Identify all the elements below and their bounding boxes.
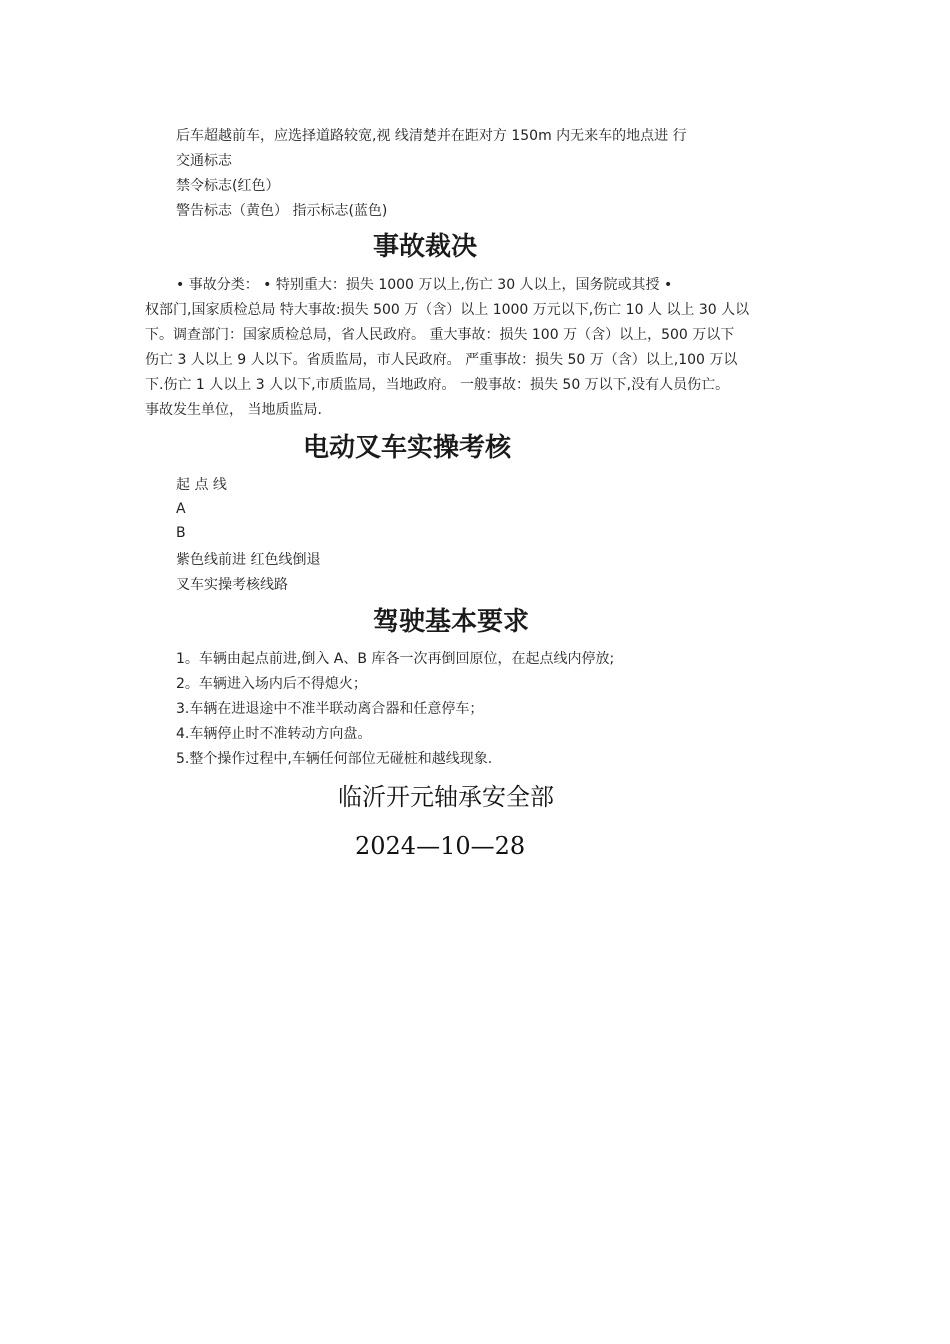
- accident-line: 下.伤亡 1 人以上 3 人以下,市质监局，当地政府。 一般事故：损失 50 万以下,没有人员伤亡。: [145, 377, 730, 393]
- driving-line: 4.车辆停止时不准转动方向盘。: [176, 726, 372, 742]
- driving-line: 5.整个操作过程中,车辆任何部位无碰桩和越线现象.: [176, 751, 493, 767]
- forklift-line: 叉车实操考核线路: [176, 577, 288, 593]
- accident-line: 下。调查部门：国家质检总局，省人民政府。 重大事故：损失 100 万（含）以上，500 万以下: [145, 327, 735, 343]
- driving-line: 2。车辆进入场内后不得熄火；: [176, 676, 367, 692]
- intro-line: 警告标志（黄色） 指示标志(蓝色): [176, 203, 388, 219]
- forklift-line: 起 点 线: [176, 477, 227, 493]
- driving-line: 1。车辆由起点前进,倒入 A、B 库各一次再倒回原位，在起点线内停放;: [176, 651, 615, 667]
- accident-line: 伤亡 3 人以上 9 人以下。省质监局，市人民政府。 严重事故：损失 50 万（含）以上,100 万以: [145, 352, 738, 368]
- forklift-line: A: [176, 501, 186, 517]
- intro-line: 交通标志: [176, 153, 232, 169]
- accident-line: • 事故分类： • 特别重大：损失 1000 万以上,伤亡 30 人以上，国务院或其授 •: [176, 277, 673, 293]
- section-title-driving: 驾驶基本要求: [373, 607, 530, 637]
- section-title-forklift: 电动叉车实操考核: [303, 433, 512, 463]
- driving-line: 3.车辆在进退途中不准半联动离合器和任意停车；: [176, 701, 484, 717]
- footer-date: 2024—10—28: [355, 832, 526, 860]
- intro-line: 禁令标志(红色）: [176, 178, 280, 194]
- forklift-line: 紫色线前进 红色线倒退: [176, 552, 321, 568]
- forklift-line: B: [176, 525, 186, 541]
- section-title-accident: 事故裁决: [373, 232, 478, 262]
- footer-org: 临沂开元轴承安全部: [338, 783, 554, 811]
- intro-line: 后车超越前车，应选择道路较宽,视 线清楚并在距对方 150m 内无来车的地点进 行: [176, 128, 687, 144]
- accident-line: 事故发生单位， 当地质监局.: [145, 402, 322, 418]
- accident-line: 权部门,国家质检总局 特大事故:损失 500 万（含）以上 1000 万元以下,伤亡 10 人 以上 30 人以: [145, 302, 750, 318]
